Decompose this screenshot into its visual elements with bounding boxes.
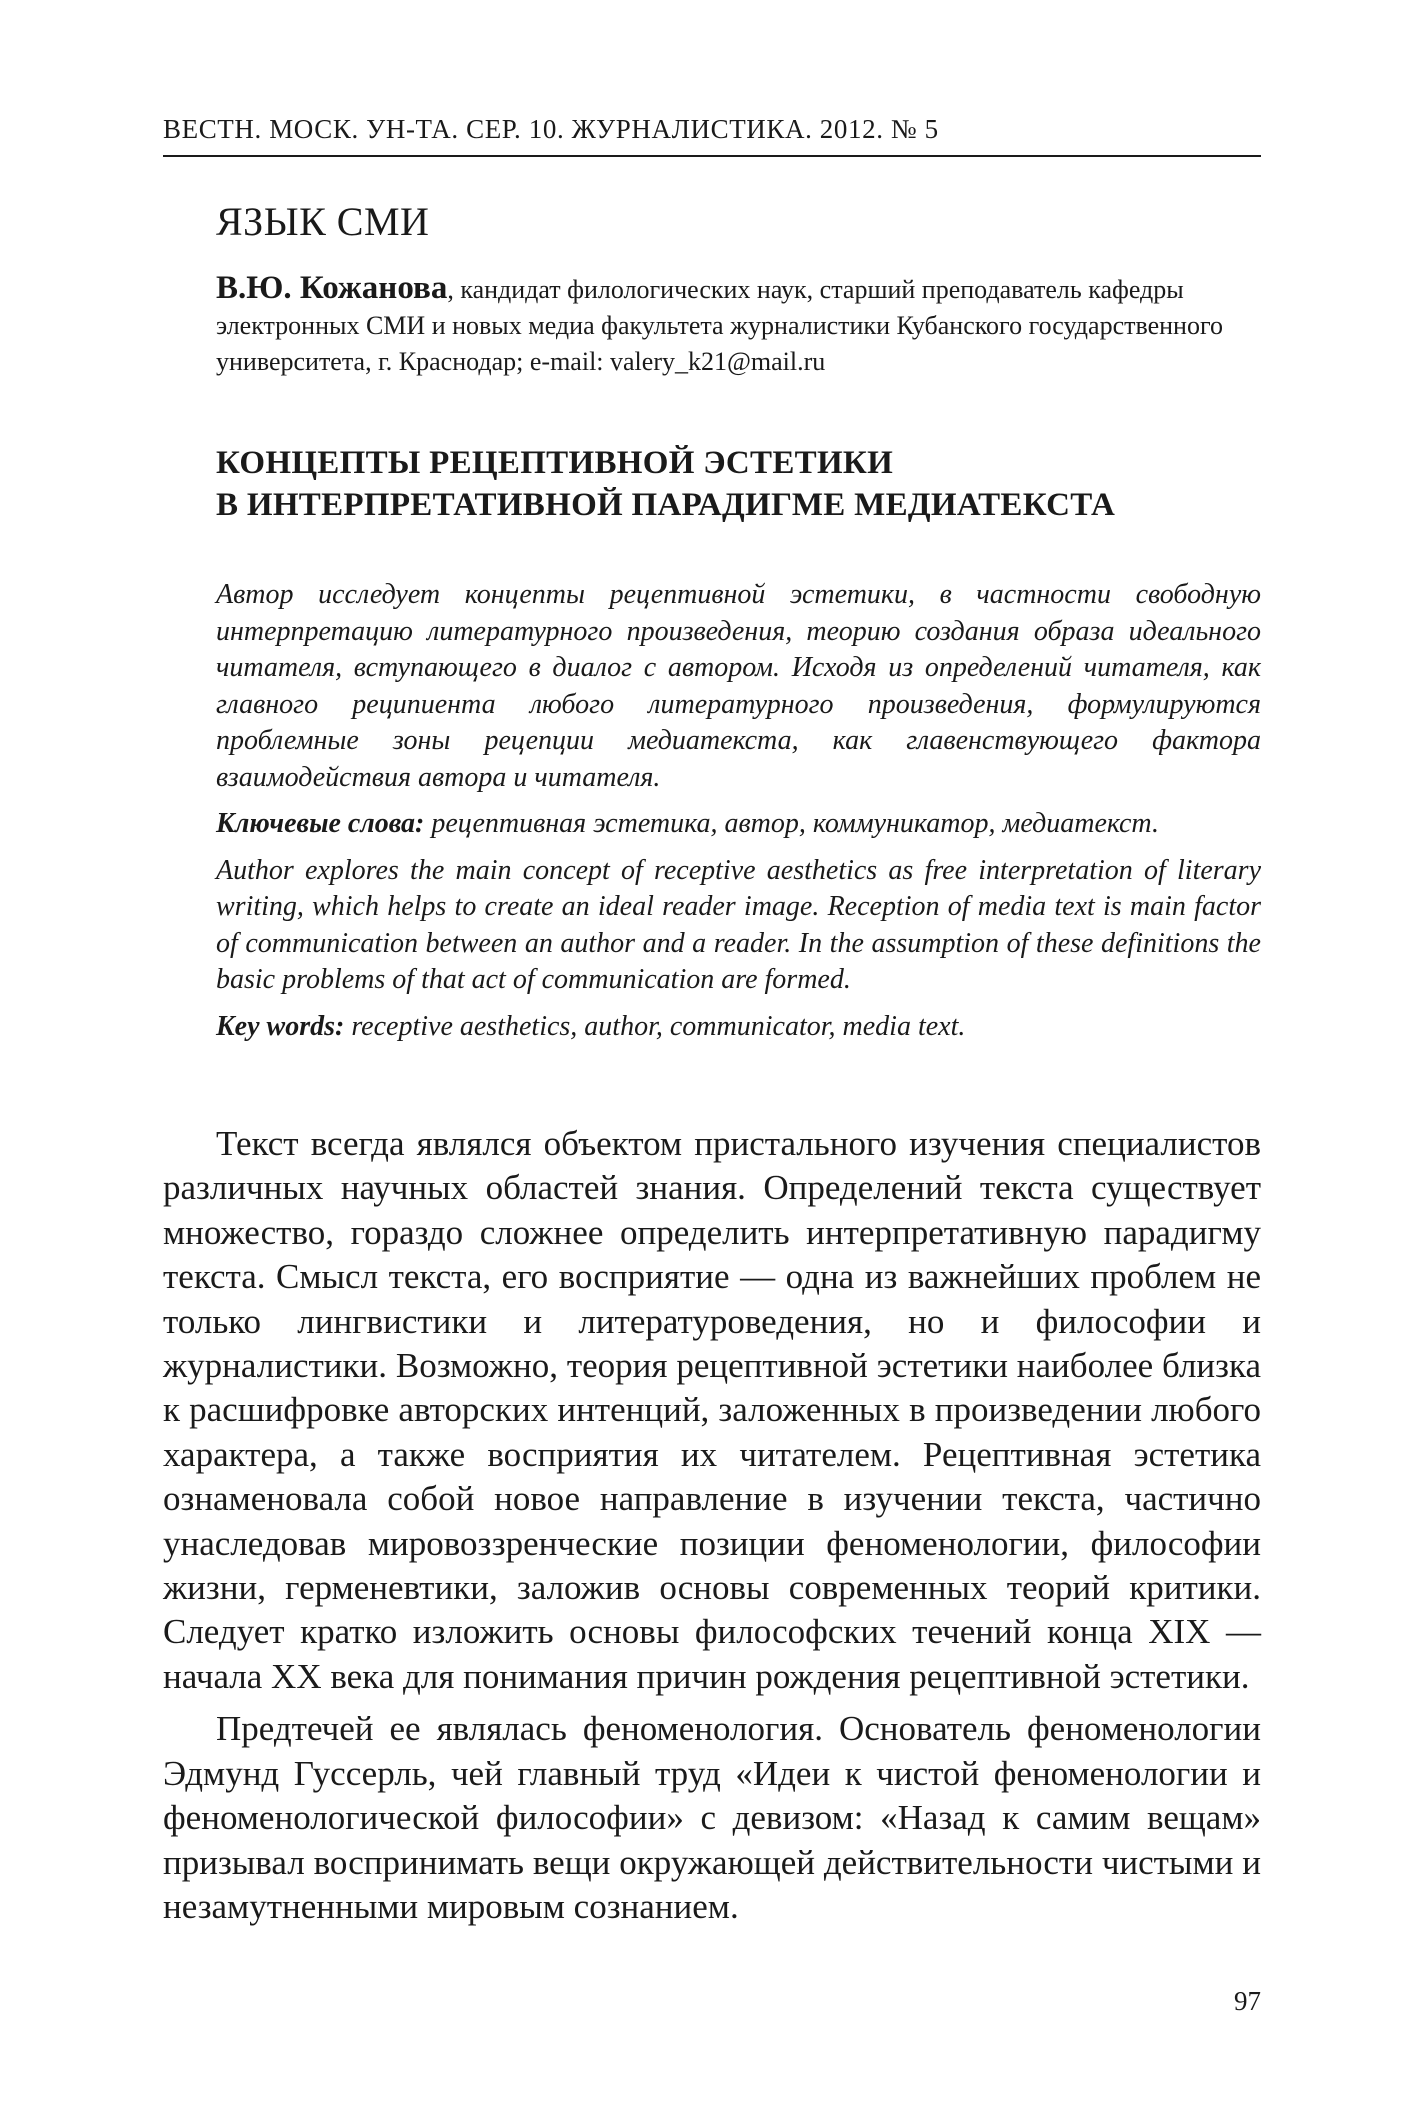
author-name: В.Ю. Кожанова [216, 270, 448, 306]
section-title: ЯЗЫК СМИ [216, 199, 430, 244]
body-paragraph-2: Предтечей ее являлась феноменология. Основатель феноменологии Эдмунд Гуссерль, чей главный труд «Идеи к чистой феноменологии и феноменологической философии» с девизом: «Назад к самим вещам» призывал воспринимать вещи окружающей действительности чистыми и незамутненными мировым сознанием. [163, 1709, 1261, 1926]
article-title [216, 442, 1261, 526]
body-paragraph-1: Текст всегда являлся объектом пристального изучения специалистов различных научных областей знания. Определений текста существует множество, гораздо сложнее определить интерпретативную парадигму текста. Смысл текста, его восприятие — одна из важнейших проблем не только лингвистики и литературоведения, но и философии и журналистики. Возможно, теория рецептивной эстетики наиболее близка к расшифровке авторских интенций, заложенных в произведении любого характера, а также восприятия их читателем. Рецептивная эстетика ознаменовала собой новое направление в изучении текста, частично унаследовав мировоззренческие позиции феноменологии, философии жизни, герменевтики, заложив основы современных теорий критики. Следует кратко изложить основы философских течений конца XIX — начала XX века для понимания причин рождения рецептивной эстетики. [163, 1124, 1261, 1696]
author-block [216, 270, 1261, 380]
page-number: 97 [1234, 1986, 1261, 2016]
abstract-english: Author explores the main concept of receptive aesthetics as free interpretation of literary writing, which helps to create an ideal reader image. Reception of media text is main factor of communication between an author and a reader. In the assumption of these definitions the basic problems of that act of communication are formed. [216, 854, 1261, 995]
keywords-russian-label: Ключевые слова: [216, 808, 425, 839]
keywords-russian [216, 806, 1261, 843]
header-rule [163, 155, 1261, 157]
author-affiliation: , кандидат филологических наук, старший преподаватель кафедры электронных СМИ и новых медиа факультета журналистики Кубанского государственного университета, г. Краснодар; e-mail: valery_k21@mail.ru [216, 275, 1223, 376]
article-title-line-2: В ИНТЕРПРЕТАТИВНОЙ ПАРАДИГМЕ МЕДИАТЕКСТА [216, 487, 1116, 523]
abstract [216, 577, 1261, 1055]
running-header: ВЕСТН. МОСК. УН-ТА. СЕР. 10. ЖУРНАЛИСТИКА. 2012. № 5 [163, 114, 939, 144]
keywords-english [216, 1009, 1261, 1046]
journal-page [163, 0, 1261, 2117]
body-text [163, 1122, 1261, 1937]
abstract-russian: Автор исследует концепты рецептивной эстетики, в частности свободную интерпретацию литературного произведения, теорию создания образа идеального читателя, вступающего в диалог с автором. Исходя из определений читателя, как главного реципиента любого литературного произведения, формулируются проблемные зоны рецепции медиатекста, как главенствующего фактора взаимодействия автора и читателя. [216, 579, 1261, 793]
keywords-english-label: Key words: [216, 1010, 345, 1042]
keywords-russian-text: рецептивная эстетика, автор, коммуникатор, медиатекст. [424, 808, 1159, 839]
keywords-english-text: receptive aesthetics, author, communicator, media text. [344, 1010, 966, 1042]
article-title-line-1: КОНЦЕПТЫ РЕЦЕПТИВНОЙ ЭСТЕТИКИ [216, 445, 894, 481]
